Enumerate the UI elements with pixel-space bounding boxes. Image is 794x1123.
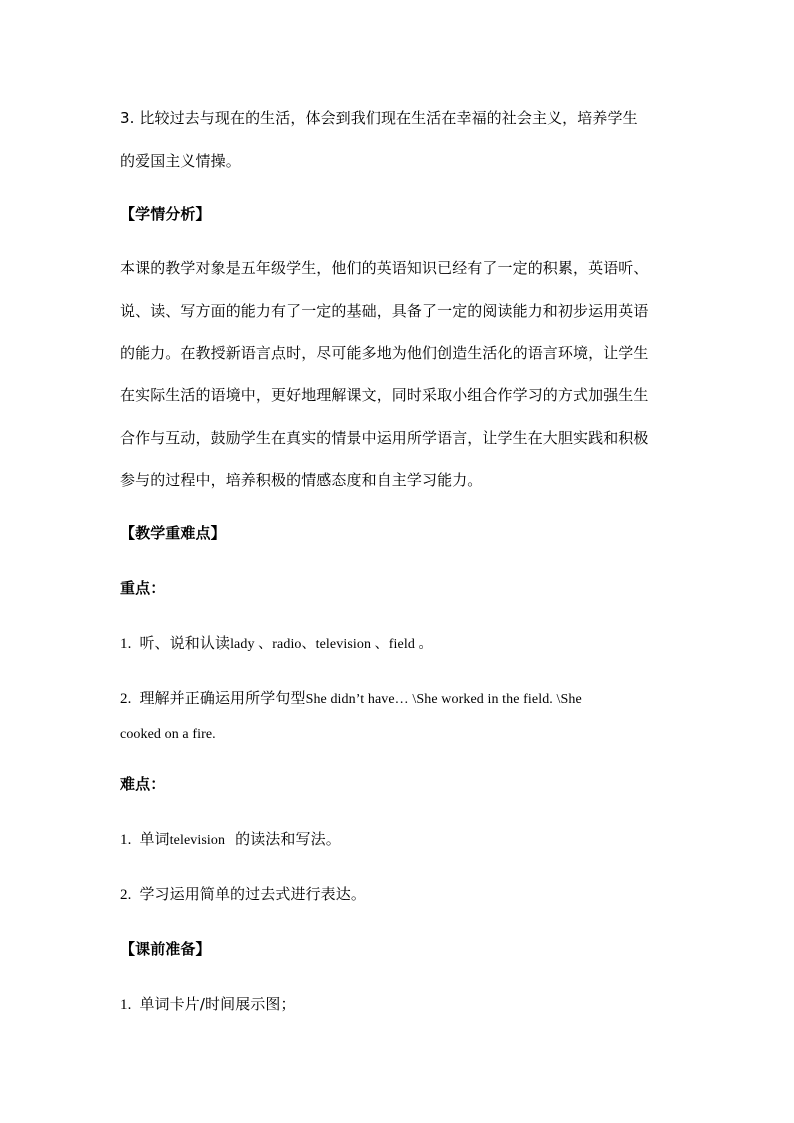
difficulty-item-1-text-b: 的读法和写法。 bbox=[235, 830, 341, 848]
preparation-item-1-number: 1. bbox=[120, 997, 132, 1013]
focus-item-2-number: 2. bbox=[120, 691, 132, 707]
difficulty-item-1-text-a: 单词 bbox=[139, 830, 170, 848]
difficulty-item-1-number: 1. bbox=[120, 832, 132, 848]
focus-item-2-sentences: She didn’t have… \She worked in the field. \She bbox=[305, 692, 582, 707]
focus-item-1-text: 听、说和认读 bbox=[139, 634, 231, 652]
learning-analysis-line-4: 在实际生活的语境中，更好地理解课文，同时采取小组合作学习的方式加强生生 bbox=[120, 386, 649, 404]
difficulty-item-1 bbox=[120, 829, 700, 851]
focus-item-2-text: 理解并正确运用所学句型 bbox=[139, 689, 306, 707]
preparation-item-1-text: 单词卡片/时间展示图； bbox=[139, 995, 296, 1013]
preparation-heading: 【课前准备】 bbox=[120, 940, 211, 958]
difficulty-label: 难点： bbox=[120, 775, 166, 793]
difficulty-item-2-number: 2. bbox=[120, 887, 132, 903]
focus-item-2-continuation bbox=[120, 723, 700, 745]
learning-analysis-line-3: 的能力。在教授新语言点时，尽可能多地为他们创造生活化的语言环境，让学生 bbox=[120, 344, 649, 362]
learning-analysis-heading: 【学情分析】 bbox=[120, 205, 211, 223]
focus-item-1 bbox=[120, 633, 700, 655]
key-points-heading: 【教学重难点】 bbox=[120, 524, 226, 542]
focus-item-2 bbox=[120, 688, 700, 710]
difficulty-item-1-word: television bbox=[169, 833, 226, 848]
learning-analysis-line-1: 本课的教学对象是五年级学生，他们的英语知识已经有了一定的积累，英语听、 bbox=[120, 259, 649, 277]
learning-analysis-line-2: 说、读、写方面的能力有了一定的基础，具备了一定的阅读能力和初步运用英语 bbox=[120, 302, 649, 320]
focus-item-1-words: lady 、radio、television 、field 。 bbox=[230, 637, 433, 652]
focus-item-1-number: 1. bbox=[120, 636, 132, 652]
difficulty-item-2 bbox=[120, 884, 700, 905]
focus-label: 重点： bbox=[120, 579, 166, 597]
difficulty-item-2-text: 学习运用简单的过去式进行表达。 bbox=[139, 885, 366, 903]
learning-analysis-line-5: 合作与互动，鼓励学生在真实的情景中运用所学语言，让学生在大胆实践和积极 bbox=[120, 429, 649, 447]
focus-item-2-sentences-cont: cooked on a fire. bbox=[120, 727, 216, 742]
objective-3-line-1: 3. 比较过去与现在的生活，体会到我们现在生活在幸福的社会主义，培养学生 bbox=[120, 109, 638, 127]
learning-analysis-line-6: 参与的过程中，培养积极的情感态度和自主学习能力。 bbox=[120, 471, 483, 489]
preparation-item-1 bbox=[120, 994, 700, 1015]
objective-3-line-2: 的爱国主义情操。 bbox=[120, 152, 241, 170]
